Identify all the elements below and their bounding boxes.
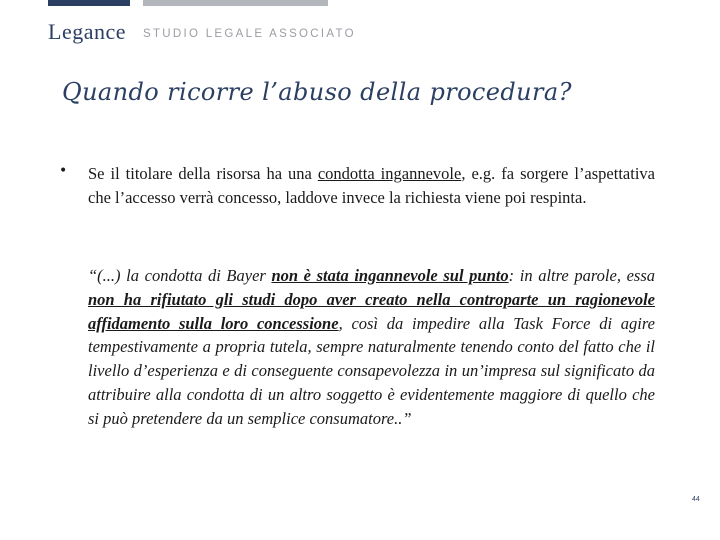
para1-text-start: Se il titolare della risorsa ha una bbox=[88, 164, 318, 183]
firm-logo: Legance bbox=[48, 19, 126, 44]
para1-underlined-phrase: condotta ingannevole bbox=[317, 164, 462, 183]
quote-middle: : in altre parole, essa bbox=[508, 266, 655, 285]
quote-emphasis-2: non ha rifiutato gli studi dopo aver creato nella controparte un ragionevole affidamento sulla loro concessione bbox=[88, 289, 655, 333]
bullet-paragraph bbox=[88, 162, 655, 210]
firm-tagline: STUDIO LEGALE ASSOCIATO bbox=[143, 28, 356, 40]
slide-title: Quando ricorre l’abuso della procedura? bbox=[62, 78, 572, 106]
quote-rest: , così da impedire alla Task Force di agire tempestivamente a propria tutela, sempre naturalmente tenendo conto del fatto che il livello d’esperienza e di conseguente consapevolezza in un’impresa sul significato da attribuire alla condotta di un altro soggetto è evidentemente maggiore di quello che si può pretendere da un semplice consumatore..” bbox=[88, 313, 656, 428]
page-number: 44 bbox=[692, 496, 700, 503]
header-bar-left bbox=[48, 0, 130, 6]
quotation-paragraph bbox=[88, 264, 655, 431]
header-bar-right bbox=[143, 0, 328, 6]
quote-emphasis-1: non è stata ingannevole sul punto bbox=[271, 266, 509, 285]
quote-opening: “(...) la condotta di Bayer bbox=[88, 266, 272, 285]
para1-text-end: , e.g. fa sorgere l’aspettativa che l’accesso verrà concesso, laddove invece la richiesta viene poi respinta. bbox=[88, 164, 655, 207]
bullet-marker: • bbox=[59, 163, 68, 179]
